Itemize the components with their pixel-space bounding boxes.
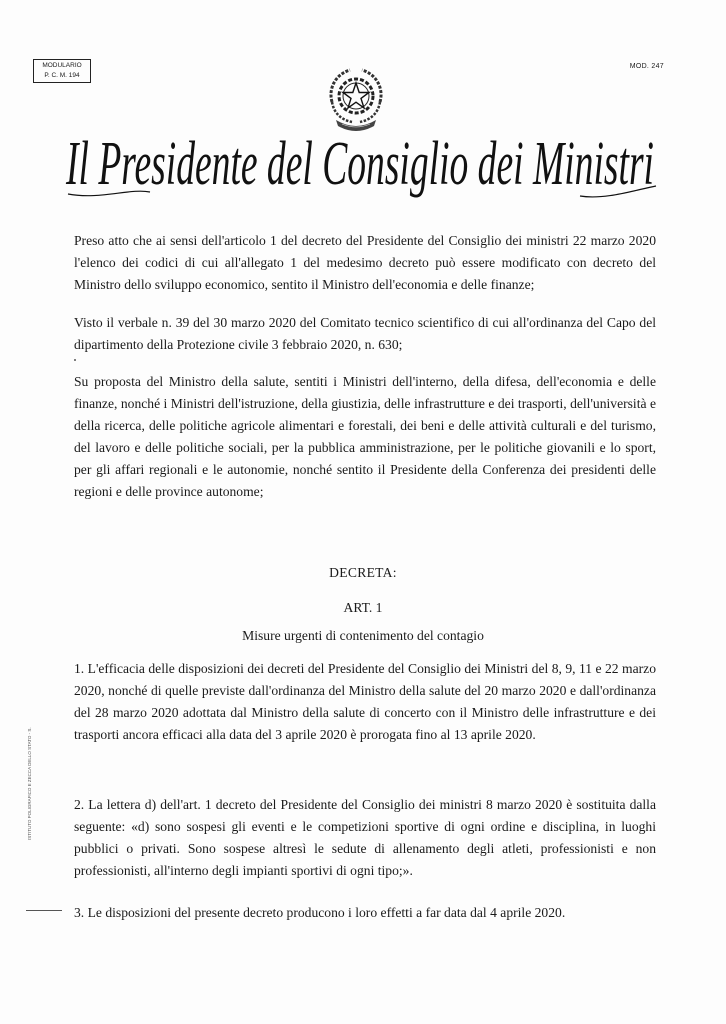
page-title: [60, 128, 660, 203]
article-title: Misure urgenti di contenimento del contagio: [242, 628, 484, 643]
paragraph-text: 3. Le disposizioni del presente decreto producono i loro effetti a far data dal 4 aprile 2020.: [74, 905, 566, 920]
mod-number: MOD. 247: [629, 63, 664, 70]
decreta-heading: DECRETA:: [329, 565, 397, 580]
title-text: Il Presidente del Consiglio dei Ministri: [65, 130, 655, 198]
paragraph-visto: [74, 312, 656, 356]
paragraph-preso-atto: [74, 230, 656, 296]
paragraph-text: Visto il verbale n. 39 del 30 marzo 2020 del Comitato tecnico scientifico di cui all'ordinanza del Capo del dipartimento della Protezione civile 3 febbraio 2020, n. 630;: [74, 315, 656, 352]
paragraph-comma-2: [74, 794, 656, 882]
scan-dot: [74, 359, 76, 361]
article-number: ART. 1: [343, 600, 383, 615]
paragraph-text: 1. L'efficacia delle disposizioni dei decreti del Presidente del Consiglio dei Ministri del 8, 9, 11 e 22 marzo 2020, nonché di quelle previste dall'ordinanza del Ministro della salute del 20 marzo 2020 e dall'ordinanza del 28 marzo 2020 adottata dal Ministro della salute di concerto con il Ministro delle infrastrutture e dei trasporti ancora efficaci alla data del 3 aprile 2020 è prorogata fino al 13 aprile 2020.: [74, 661, 656, 742]
printer-side-note: ISTITUTO POLIGRAFICO E ZECCA DELLO STATO - S.: [27, 727, 32, 840]
modulario-box: [33, 59, 91, 83]
paragraph-text: Preso atto che ai sensi dell'articolo 1 del decreto del Presidente del Consiglio dei ministri 22 marzo 2020 l'elenco dei codici di cui all'allegato 1 del medesimo decreto può essere modificato con decreto del Ministro dello sviluppo economico, sentito il Ministro dell'economia e delle finanze;: [74, 233, 656, 292]
modulario-line2: P. C. M. 194: [44, 72, 80, 79]
margin-dash: [26, 910, 62, 911]
paragraph-comma-3: [74, 902, 656, 924]
modulario-line1: MODULARIO: [42, 62, 82, 69]
paragraph-text: 2. La lettera d) dell'art. 1 decreto del Presidente del Consiglio dei ministri 8 marzo 2020 è sostituita dalla seguente: «d) sono sospesi gli eventi e le competizioni sportive di ogni ordine e disciplina, in luoghi pubblici o privati. Sono sospese altresì le sedute di allenamento degli atleti, professionisti e non professionisti, all'interno degli impianti sportivi di ogni tipo;».: [74, 797, 656, 878]
paragraph-su-proposta: [74, 371, 656, 503]
paragraph-comma-1: [74, 658, 656, 746]
italian-republic-emblem-icon: [322, 62, 390, 134]
paragraph-text: Su proposta del Ministro della salute, sentiti i Ministri dell'interno, della difesa, dell'economia e delle finanze, nonché i Ministri dell'istruzione, della giustizia, delle infrastrutture e dei trasporti, dell'università e della ricerca, delle politiche agricole alimentari e forestali, dei beni e delle attività culturali e del turismo, del lavoro e delle politiche sociali, per la pubblica amministrazione, per le politiche giovanili e lo sport, per gli affari regionali e le autonomie, nonché sentito il Presidente della Conferenza dei presidenti delle regioni e delle province autonome;: [74, 374, 656, 499]
